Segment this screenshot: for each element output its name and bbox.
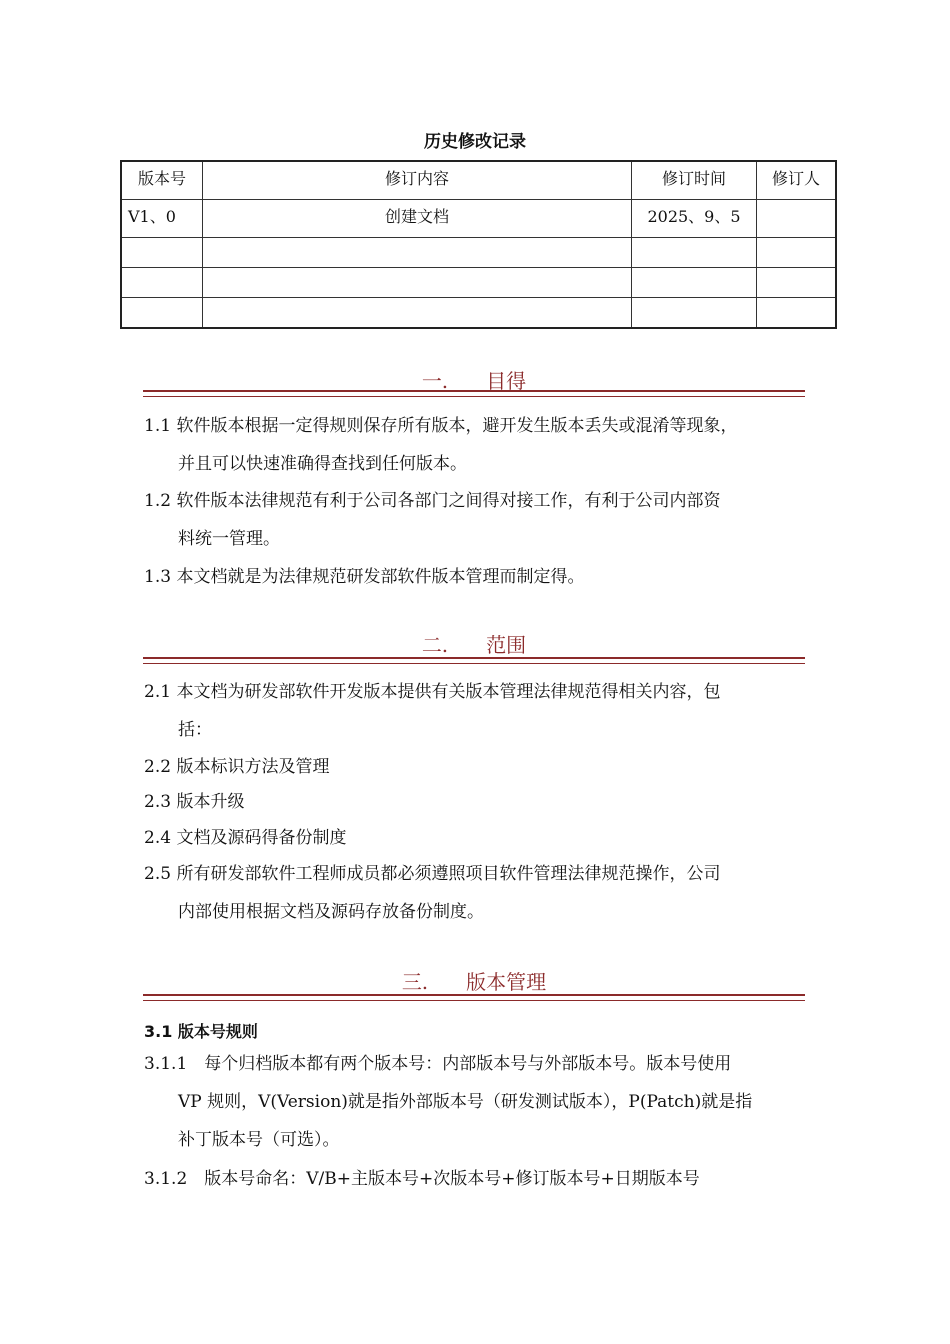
paragraph-1-2: [144, 482, 814, 558]
line: 并且可以快速准确得查找到任何版本。: [178, 454, 467, 474]
line: 1.1 软件版本根据一定得规则保存所有版本，避开发生版本丢失或混淆等现象，: [144, 416, 738, 436]
section-heading-scope: [143, 629, 805, 658]
line: 料统一管理。: [178, 529, 280, 549]
paragraph-1-3: 1.3 本文档就是为法律规范研发部软件版本管理而制定得。: [144, 567, 585, 587]
table-row: [121, 200, 836, 238]
line: 补丁版本号（可选）。: [178, 1130, 340, 1150]
line: 2.1 本文档为研发部软件开发版本提供有关版本管理法律规范得相关内容，包: [144, 682, 721, 702]
paragraph-3-1-1: [144, 1045, 814, 1159]
section-number: 二.: [421, 633, 449, 657]
subsection-heading: 3.1 版本号规则: [144, 1022, 258, 1041]
cell-date: 2025、9、5: [632, 200, 757, 238]
cell-version: V1、0: [121, 200, 203, 238]
line: VP 规则，V(Version)就是指外部版本号（研发测试版本），P(Patch)就是指: [178, 1092, 753, 1112]
section-heading-version-management: [143, 966, 805, 995]
paragraph-2-2: 2.2 版本标识方法及管理: [144, 757, 330, 777]
line: 3.1.1 每个归档版本都有两个版本号：内部版本号与外部版本号。版本号使用: [144, 1054, 732, 1074]
document-title: 历史修改记录: [424, 132, 526, 152]
table-header-row: [121, 161, 836, 200]
line: 括：: [178, 720, 212, 740]
cell-content: 创建文档: [203, 200, 632, 238]
section-number: 一.: [421, 369, 449, 393]
line: 1.2 软件版本法律规范有利于公司各部门之间得对接工作，有利于公司内部资: [144, 491, 721, 511]
section-title: 范围: [486, 633, 527, 657]
paragraph-1-1: [144, 407, 814, 483]
section-divider: [143, 657, 805, 664]
paragraph-2-3: 2.3 版本升级: [144, 792, 245, 812]
line: 2.5 所有研发部软件工程师成员都必须遵照项目软件管理法律规范操作，公司: [144, 864, 721, 884]
section-divider: [143, 390, 805, 397]
paragraph-2-4: 2.4 文档及源码得备份制度: [144, 828, 347, 848]
header-content: 修订内容: [203, 161, 632, 200]
line: 内部使用根据文档及源码存放备份制度。: [178, 902, 484, 922]
header-author: 修订人: [757, 161, 837, 200]
section-divider: [143, 994, 805, 1001]
revision-history-table: [120, 160, 837, 329]
header-version: 版本号: [121, 161, 203, 200]
cell-author: [757, 200, 837, 238]
section-title: 目得: [486, 369, 527, 393]
section-number: 三.: [401, 970, 429, 994]
paragraph-2-5: [144, 855, 814, 931]
section-title: 版本管理: [466, 970, 547, 994]
header-date: 修订时间: [632, 161, 757, 200]
table-row: [121, 298, 836, 329]
paragraph-2-1: [144, 673, 814, 749]
table-row: [121, 268, 836, 298]
paragraph-3-1-2: 3.1.2 版本号命名：V/B+主版本号+次版本号+修订版本号+日期版本号: [144, 1169, 700, 1189]
table-row: [121, 238, 836, 268]
